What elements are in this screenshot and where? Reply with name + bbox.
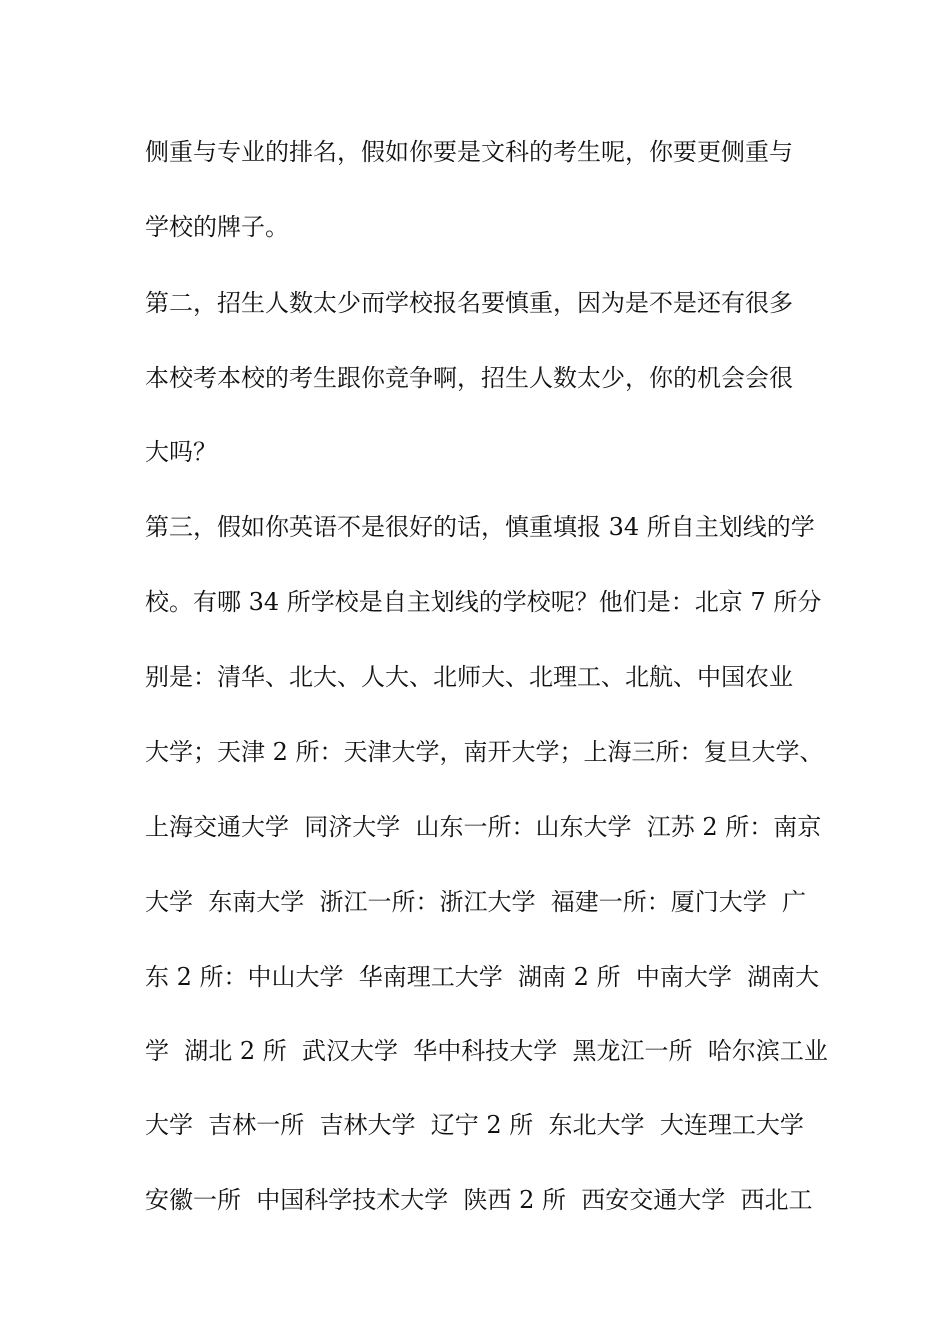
text-line: 校。有哪 34 所学校是自主划线的学校呢？他们是：北京 7 所分	[145, 588, 822, 616]
text-line: 学 湖北 2 所 武汉大学 华中科技大学 黑龙江一所 哈尔滨工业	[145, 1037, 828, 1065]
text-line: 本校考本校的考生跟你竞争啊，招生人数太少，你的机会会很	[145, 364, 793, 392]
text-line: 上海交通大学 同济大学 山东一所：山东大学 江苏 2 所：南京	[145, 813, 822, 841]
text-line: 大学 东南大学 浙江一所：浙江大学 福建一所：厦门大学 广	[145, 888, 807, 916]
text-line: 第二，招生人数太少而学校报名要慎重，因为是不是还有很多	[145, 289, 793, 317]
text-line: 大学 吉林一所 吉林大学 辽宁 2 所 东北大学 大连理工大学	[145, 1111, 804, 1139]
text-line: 安徽一所 中国科学技术大学 陕西 2 所 西安交通大学 西北工	[145, 1186, 813, 1214]
text-line: 大吗？	[145, 438, 217, 466]
text-line: 大学；天津 2 所：天津大学，南开大学；上海三所：复旦大学、	[145, 738, 824, 766]
text-line: 第三，假如你英语不是很好的话，慎重填报 34 所自主划线的学	[145, 513, 815, 541]
text-line: 别是：清华、北大、人大、北师大、北理工、北航、中国农业	[145, 663, 793, 691]
text-line: 东 2 所：中山大学 华南理工大学 湖南 2 所 中南大学 湖南大	[145, 963, 820, 991]
text-line: 侧重与专业的排名，假如你要是文科的考生呢，你要更侧重与	[145, 138, 793, 166]
text-line: 学校的牌子。	[145, 213, 289, 241]
